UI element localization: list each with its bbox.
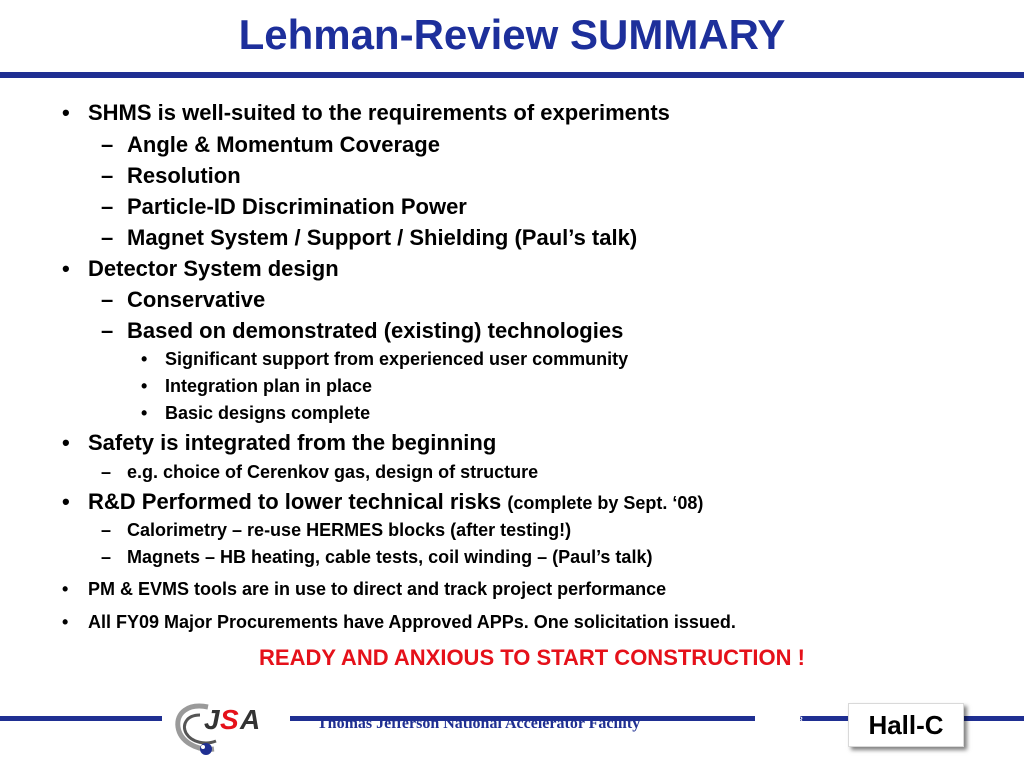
sub-sub-bullet-text: Basic designs complete xyxy=(165,403,371,423)
hall-c-badge: Hall-C xyxy=(848,703,964,747)
svg-text:A: A xyxy=(240,704,261,735)
bullet-text: All FY09 Major Procurements have Approved APPs. One solicitation issued. xyxy=(88,612,736,632)
sub-bullet-text: Resolution xyxy=(127,163,241,188)
title-divider xyxy=(0,72,1024,78)
sub-bullet-text: Based on demonstrated (existing) technologies xyxy=(127,318,624,343)
bullet-marker: • xyxy=(62,579,69,599)
sub-bullet-text: Magnet System / Support / Shielding (Paul’s talk) xyxy=(127,225,638,250)
slide-title: Lehman-Review SUMMARY xyxy=(238,11,786,58)
dash-marker: – xyxy=(101,163,114,188)
bullet-text: PM & EVMS tools are in use to direct and track project performance xyxy=(88,579,667,599)
dash-marker: – xyxy=(101,194,114,219)
sub-bullet-text: Angle & Momentum Coverage xyxy=(127,132,440,157)
bullet-marker: • xyxy=(141,376,148,396)
sub-bullet-text: Conservative xyxy=(127,287,266,312)
dash-marker: – xyxy=(101,318,114,343)
bullet-text: SHMS is well-suited to the requirements of experiments xyxy=(88,100,670,125)
bullet-marker: • xyxy=(62,100,70,125)
bullet-marker: • xyxy=(62,612,69,632)
dash-marker: – xyxy=(101,287,114,312)
dash-marker: – xyxy=(101,132,114,157)
dash-marker: – xyxy=(101,547,112,567)
bullet-marker: • xyxy=(141,349,148,369)
sub-bullet-text: Particle-ID Discrimination Power xyxy=(127,194,467,219)
ready-banner: READY AND ANXIOUS TO START CONSTRUCTION ! xyxy=(259,645,805,670)
dash-marker: – xyxy=(101,225,114,250)
bullet-marker: • xyxy=(62,489,70,514)
jsa-logo-icon xyxy=(170,693,285,765)
sub-sub-bullet-text: Significant support from experienced user community xyxy=(165,349,629,369)
bullet-text-wrap xyxy=(88,489,703,515)
svg-text:S: S xyxy=(220,704,239,735)
sub-sub-bullet-text: Integration plan in place xyxy=(165,376,373,396)
bullet-marker: • xyxy=(62,430,70,455)
footer-divider-left xyxy=(0,716,162,721)
bullet-note: (complete by Sept. ‘08) xyxy=(507,493,704,513)
sub-bullet-text: Calorimetry – re-use HERMES blocks (after testing!) xyxy=(127,520,572,540)
dash-marker: – xyxy=(101,520,112,540)
svg-text:J: J xyxy=(204,704,220,735)
bullet-text: Safety is integrated from the beginning xyxy=(88,430,497,455)
bullet-marker: • xyxy=(62,256,70,281)
facility-name: Thomas Jefferson National Accelerator Facility xyxy=(317,715,641,732)
bullet-marker: • xyxy=(141,403,148,423)
sub-bullet-text: e.g. choice of Cerenkov gas, design of structure xyxy=(127,462,539,482)
sub-bullet-text: Magnets – HB heating, cable tests, coil winding – (Paul’s talk) xyxy=(127,547,653,567)
dash-marker: – xyxy=(101,462,112,482)
bullet-text: R&D Performed to lower technical risks xyxy=(88,489,502,514)
page-number: Page 38 xyxy=(762,715,803,727)
bullet-text: Detector System design xyxy=(88,256,339,281)
